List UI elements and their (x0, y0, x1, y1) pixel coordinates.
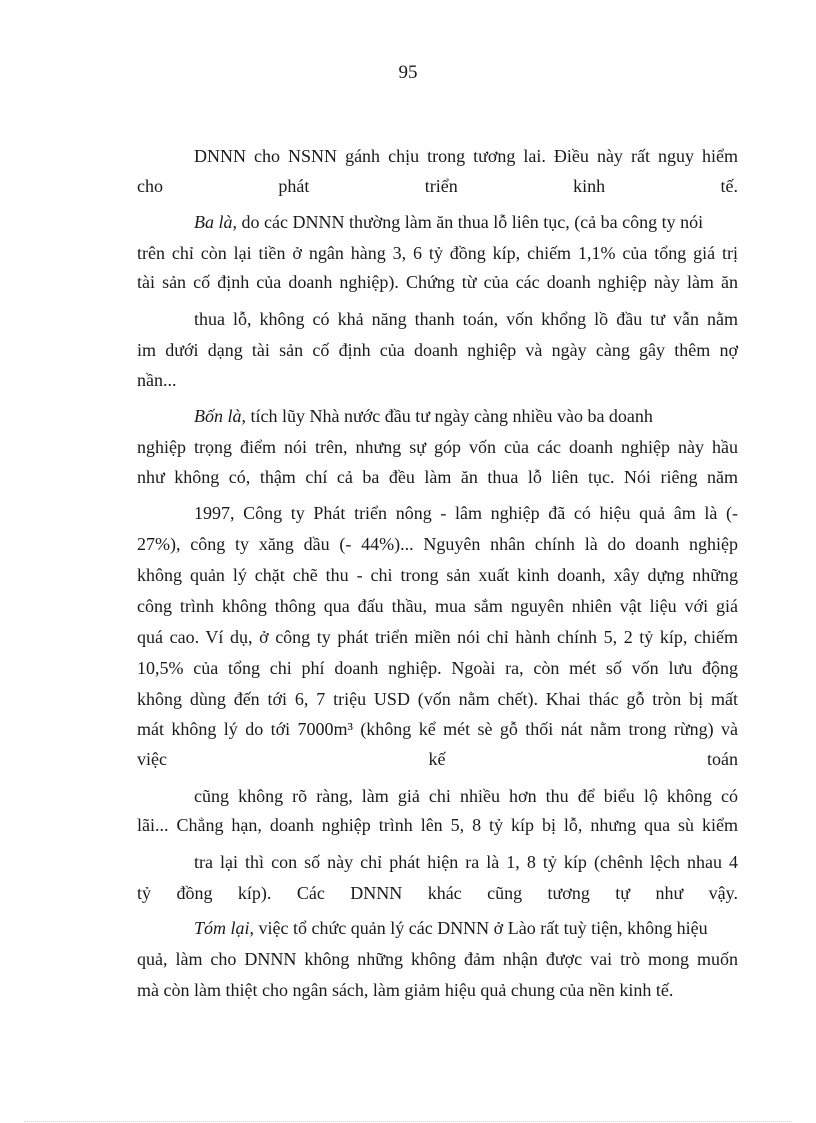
word: tế. (720, 176, 738, 196)
word: kinh (573, 176, 606, 196)
text-line: nghiệp trọng điểm nói trên, nhưng sự góp vốn của các doanh nghiệp này hầu (137, 437, 738, 457)
text-line: cũng không rõ ràng, làm giả chi nhiều hơn thu để biểu lộ không có (194, 786, 738, 806)
word: kíp). (237, 883, 272, 903)
text-span: , do các DNNN thường làm ăn thua lỗ liên tục, (cả ba công ty nói (232, 212, 704, 232)
word: cho (137, 176, 163, 196)
word: DNNN (350, 883, 403, 903)
text-line (137, 877, 738, 910)
text-line: nần... (137, 370, 177, 390)
text-line: không quản lý chặt chẽ thu - chi trong sản xuất kinh doanh, xây dựng những (137, 565, 738, 585)
text-span: , việc tổ chức quản lý các DNNN ở Lào rất tuỳ tiện, không hiệu (249, 918, 708, 938)
word: đồng (176, 883, 213, 903)
text-line: mát không lý do tới 7000m³ (không kể mét sè gỗ thối nát nằm trong rừng) và (137, 719, 738, 739)
text-line: lãi... Chẳng hạn, doanh nghiệp trình lên 5, 8 tỷ kíp bị lỗ, nhưng qua sù kiểm (137, 815, 738, 835)
text-line: DNNN cho NSNN gánh chịu trong tương lai. Điều này rất nguy hiểm (194, 146, 738, 166)
text-line (194, 206, 738, 239)
word: việc (137, 749, 167, 769)
text-line: 10,5% của tổng chi phí doanh nghiệp. Ngoài ra, còn mét số vốn lưu động (137, 658, 738, 678)
text-line (194, 400, 738, 433)
text-line: 1997, Công ty Phát triển nông - lâm nghiệp đã có hiệu quả âm là (- (194, 503, 738, 523)
word: triển (424, 176, 458, 196)
text-line (137, 170, 738, 203)
text-line: trên chỉ còn lại tiền ở ngân hàng 3, 6 tỷ đồng kíp, chiếm 1,1% của tổng giá trị (137, 243, 738, 263)
text-line: không dùng đến tới 6, 7 triệu USD (vốn nằm chết). Khai thác gỗ tròn bị mất (137, 689, 738, 709)
text-line: công trình không thông qua đấu thầu, mua sắm nguyên nhiên vật liệu với giá (137, 596, 738, 616)
text-line: như không có, thậm chí cả ba đều làm ăn thua lỗ liên tục. Nói riêng năm (137, 467, 738, 487)
word: phát (278, 176, 310, 196)
word: tỷ (137, 883, 152, 903)
text-line: 27%), công ty xăng dầu (- 44%)... Nguyên nhân chính là do doanh nghiệp (137, 534, 738, 554)
text-line: quả, làm cho DNNN không những không đảm nhận được vai trò mong muốn (137, 949, 738, 969)
text-line: thua lỗ, không có khả năng thanh toán, vốn khổng lồ đầu tư vẫn nằm (194, 309, 738, 329)
word: tự (615, 883, 631, 903)
word: như (655, 883, 684, 903)
text-line: im dưới dạng tài sản cố định của doanh nghiệp và ngày càng gây thêm nợ (137, 340, 738, 360)
text-line: mà còn làm thiệt cho ngân sách, làm giảm hiệu quả chung của nền kinh tế. (137, 980, 674, 1000)
word: Các (296, 883, 325, 903)
word: toán (706, 749, 738, 769)
word: vậy. (708, 883, 738, 903)
word: kế (428, 749, 446, 769)
emphasis: Tóm lại (194, 918, 250, 938)
page-number: 95 (398, 62, 418, 83)
text-line (137, 743, 738, 776)
text-line (194, 912, 738, 945)
emphasis: Ba là (194, 212, 233, 232)
text-span: , tích lũy Nhà nước đầu tư ngày càng nhiều vào ba doanh (241, 406, 653, 426)
emphasis: Bốn là (194, 406, 242, 426)
word: cũng (487, 883, 523, 903)
footer-divider (24, 1121, 792, 1122)
text-line: tài sản cố định của doanh nghiệp). Chứng từ của các doanh nghiệp này làm ăn (137, 272, 738, 292)
word: khác (427, 883, 462, 903)
text-line: quá cao. Ví dụ, ở công ty phát triển miền nói chỉ hành chính 5, 2 tỷ kíp, chiếm (137, 627, 738, 647)
text-line: tra lại thì con số này chỉ phát hiện ra là 1, 8 tỷ kíp (chênh lệch nhau 4 (194, 852, 738, 872)
word: tương (547, 883, 590, 903)
